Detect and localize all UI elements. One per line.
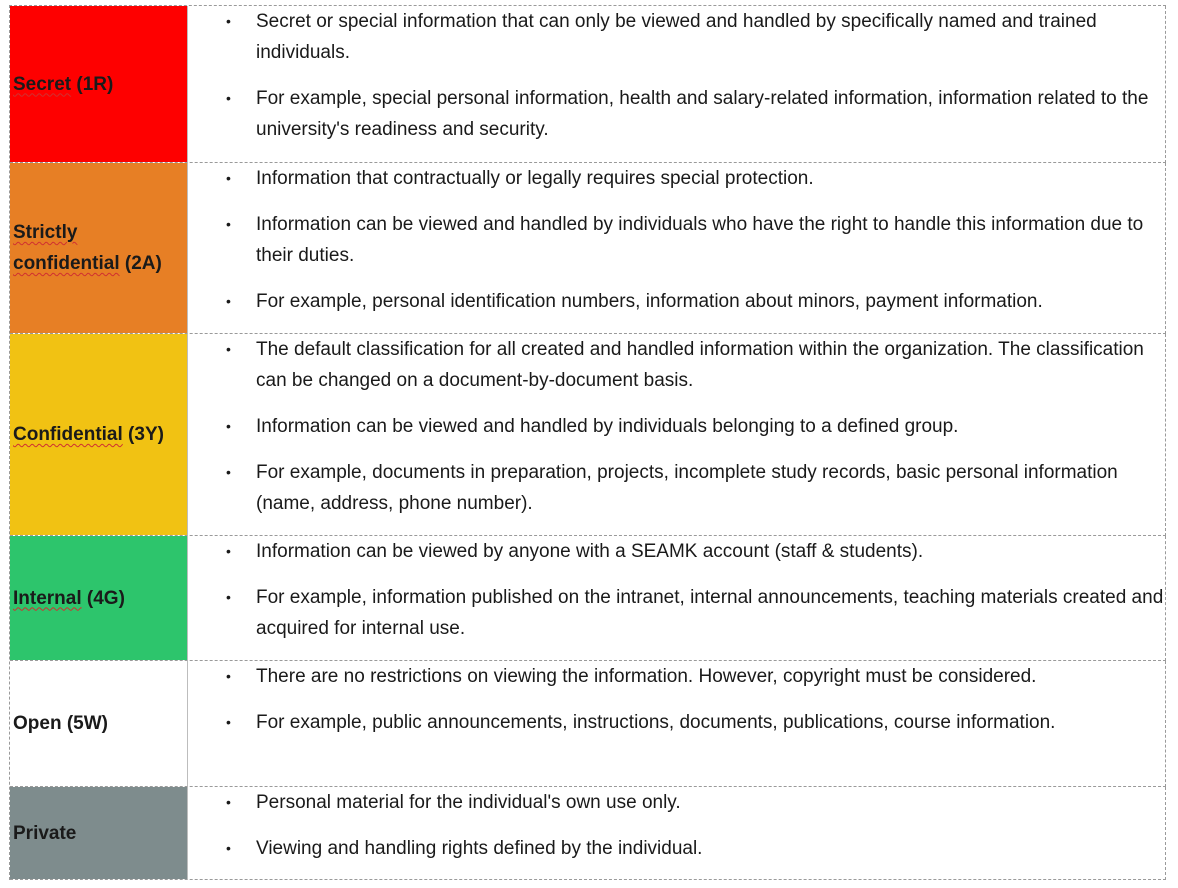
bullet-list [188,787,1165,864]
label-line1: Strictly [13,222,78,243]
label-word: Confidential [13,424,123,445]
label-confidential [13,419,164,450]
list-item [226,209,1165,271]
list-item [226,163,1165,194]
list-item [226,833,1165,864]
list-item-text: For example, public announcements, instructions, documents, publications, course information. [256,712,1056,733]
list-item-text: For example, personal identification numbers, information about minors, payment information. [256,291,1043,312]
desc-cell-open [188,661,1165,786]
list-item-text: Personal material for the individual's own use only. [256,792,681,813]
list-item [226,661,1165,692]
list-item [226,457,1165,519]
list-item-text: Information that contractually or legally requires special protection. [256,168,814,189]
label-cell-internal [10,536,188,660]
bullet-icon: • [226,418,231,434]
list-item [226,536,1165,567]
list-item-text: Information can be viewed and handled by individuals who have the right to handle this information due to their duties. [256,214,1144,266]
list-item [226,582,1165,644]
label-open: Open (5W) [13,713,108,734]
desc-cell-confidential [188,334,1165,535]
label-secret [13,69,113,100]
table-row-secret [10,6,1166,163]
list-item-text: Information can be viewed and handled by individuals belonging to a defined group. [256,416,959,437]
label-code: (1R) [71,73,114,95]
label-cell-open [10,661,188,786]
list-item [226,6,1165,68]
bullet-icon: • [226,714,231,730]
table-row-private [10,787,1166,880]
table-row-confidential [10,334,1166,536]
list-item-text: Secret or special information that can only be viewed and handled by specifically named and trained individuals. [256,11,1097,63]
bullet-icon: • [226,543,231,559]
bullet-list [188,163,1165,317]
bullet-icon: • [226,170,231,186]
bullet-icon: • [226,341,231,357]
list-item-text: Viewing and handling rights defined by the individual. [256,838,703,859]
bullet-icon: • [226,794,231,810]
label-internal [13,583,125,614]
list-item-text: For example, special personal information, health and salary-related information, information related to the university's readiness and security. [256,88,1149,140]
label-strictly-confidential [13,217,162,279]
bullet-list [188,334,1165,519]
bullet-list [188,536,1165,644]
table-row-internal [10,536,1166,661]
bullet-icon: • [226,464,231,480]
list-item-text: For example, information published on the intranet, internal announcements, teaching materials created and acquired for internal use. [256,587,1164,639]
label-code: (4G) [81,587,125,609]
label-private: Private [13,822,77,844]
label-word: confidential [13,253,120,274]
list-item [226,411,1165,442]
desc-cell-internal [188,536,1165,660]
bullet-icon: • [226,216,231,232]
label-cell-secret [10,6,188,162]
label-code: (3Y) [122,424,164,445]
label-cell-confidential [10,334,188,535]
table-row-strictly-confidential [10,163,1166,334]
bullet-list [188,661,1165,738]
bullet-list [188,6,1165,145]
bullet-icon: • [226,840,231,856]
list-item [226,334,1165,396]
list-item-text: Information can be viewed by anyone with a SEAMK account (staff & students). [256,541,924,562]
desc-cell-private [188,787,1165,879]
classification-table [9,5,1166,880]
table-row-open [10,661,1166,787]
desc-cell-strictly-confidential [188,163,1165,333]
bullet-icon: • [226,90,231,106]
bullet-icon: • [226,13,231,29]
bullet-icon: • [226,293,231,309]
list-item-text: There are no restrictions on viewing the information. However, copyright must be considered. [256,666,1037,687]
label-cell-private [10,787,188,879]
list-item-text: The default classification for all created and handled information within the organization. The classification can be changed on a document-by-document basis. [256,339,1144,391]
bullet-icon: • [226,668,231,684]
label-word: Internal [13,587,82,609]
list-item [226,83,1165,145]
label-code: (2A) [119,253,162,274]
desc-cell-secret [188,6,1165,162]
list-item [226,707,1165,738]
label-cell-strictly-confidential [10,163,188,333]
label-word: Secret [13,73,72,95]
list-item [226,286,1165,317]
list-item-text: For example, documents in preparation, projects, incomplete study records, basic personal information (name, address, phone number). [256,462,1118,514]
list-item [226,787,1165,818]
bullet-icon: • [226,589,231,605]
